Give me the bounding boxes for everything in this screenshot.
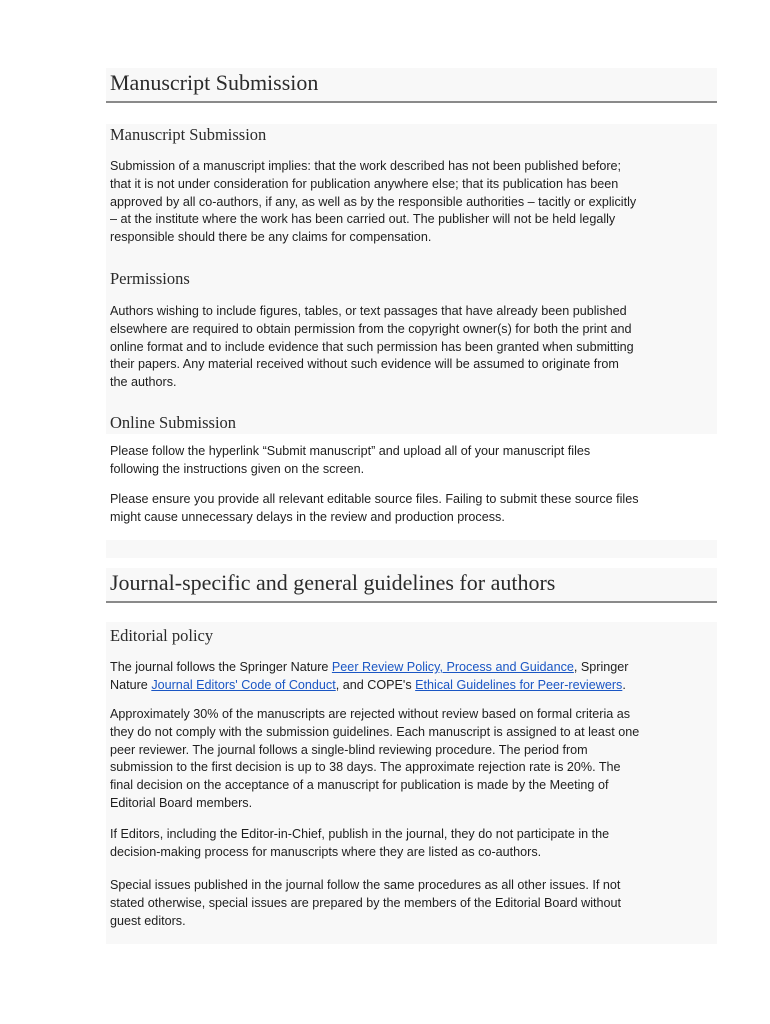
- subsection-title-permissions: Permissions: [110, 269, 190, 288]
- subsection-title-online-submission: Online Submission: [110, 413, 237, 432]
- text-line: following the instructions given on the screen.: [110, 461, 365, 476]
- intro-text: Nature: [110, 677, 152, 692]
- paragraph-permissions: [110, 303, 715, 392]
- peer-review-policy-link[interactable]: Peer Review Policy, Process and Guidance: [331, 660, 574, 674]
- editors-code-of-conduct-link[interactable]: Journal Editors' Code of Conduct: [151, 677, 336, 692]
- text-line: Approximately 30% of the manuscripts are rejected without review based on formal criteria as: [110, 707, 631, 721]
- section-title-guidelines: Journal-specific and general guidelines for authors: [110, 570, 556, 595]
- text-line: approved by all co-authors, if any, as well as by the responsible authorities – tacitly or explicitly: [110, 194, 637, 209]
- text-line: If Editors, including the Editor-in-Chief, publish in the journal, they do not participate in the: [110, 827, 610, 841]
- paragraph-editorial-editors: [110, 826, 715, 862]
- text-line: responsible should there be any claims for compensation.: [110, 230, 432, 245]
- paragraph-online-submission-2: [110, 491, 715, 527]
- intro-text: , Springer: [573, 660, 629, 674]
- paragraph-editorial-intro: [110, 659, 715, 695]
- text-line: – at the institute where the work has been carried out. The publisher will not be held legally: [110, 212, 616, 227]
- spacer-band: [106, 540, 717, 558]
- text-line: Special issues published in the journal follow the same procedures as all other issues. If not: [110, 878, 621, 892]
- ethical-guidelines-link[interactable]: Ethical Guidelines for Peer-reviewers: [415, 677, 623, 692]
- section-divider: [106, 101, 717, 103]
- paragraph-editorial-special-issues: [110, 877, 715, 930]
- text-line: stated otherwise, special issues are prepared by the members of the Editorial Board without: [110, 895, 622, 910]
- subsection-title-editorial-policy: Editorial policy: [110, 626, 214, 645]
- intro-text: .: [622, 677, 626, 692]
- text-line: Submission of a manuscript implies: that the work described has not been published before;: [110, 159, 622, 173]
- text-line: their papers. Any material received without such evidence will be assumed to originate from: [110, 357, 619, 372]
- text-line: online format and to include evidence that such permission has been granted when submitting: [110, 339, 634, 354]
- text-line: might cause unnecessary delays in the review and production process.: [110, 509, 505, 524]
- text-line: decision-making process for manuscripts where they are listed as co-authors.: [110, 844, 542, 859]
- text-line: peer reviewer. The journal follows a single-blind reviewing procedure. The period from: [110, 742, 588, 757]
- text-line: the authors.: [110, 375, 177, 390]
- text-line: final decision on the acceptance of a manuscript for publication is made by the Meeting of: [110, 778, 609, 793]
- intro-text: , and COPE's: [335, 677, 416, 692]
- paragraph-submission: [110, 158, 715, 247]
- section-divider: [106, 601, 717, 603]
- subsection-title-manuscript-submission: Manuscript Submission: [110, 125, 267, 144]
- text-line: Please follow the hyperlink “Submit manuscript” and upload all of your manuscript files: [110, 444, 591, 458]
- text-line: that it is not under consideration for publication anywhere else; that its publication has been: [110, 176, 619, 191]
- text-line: Editorial Board members.: [110, 795, 253, 810]
- text-line: [110, 659, 715, 677]
- text-line: Authors wishing to include figures, tables, or text passages that have already been published: [110, 304, 627, 318]
- text-line: guest editors.: [110, 913, 186, 928]
- paragraph-editorial-review: [110, 706, 715, 813]
- intro-text: The journal follows the Springer Nature: [110, 660, 332, 674]
- text-line: [110, 677, 715, 695]
- section-title-manuscript-submission: Manuscript Submission: [110, 70, 319, 95]
- text-line: submission to the first decision is up to 38 days. The approximate rejection rate is 20%. The: [110, 760, 621, 775]
- text-line: they do not comply with the submission guidelines. Each manuscript is assigned to at least one: [110, 724, 640, 739]
- text-line: Please ensure you provide all relevant editable source files. Failing to submit these source files: [110, 492, 639, 506]
- text-line: elsewhere are required to obtain permission from the copyright owner(s) for both the print and: [110, 321, 632, 336]
- paragraph-online-submission-1: [110, 443, 715, 479]
